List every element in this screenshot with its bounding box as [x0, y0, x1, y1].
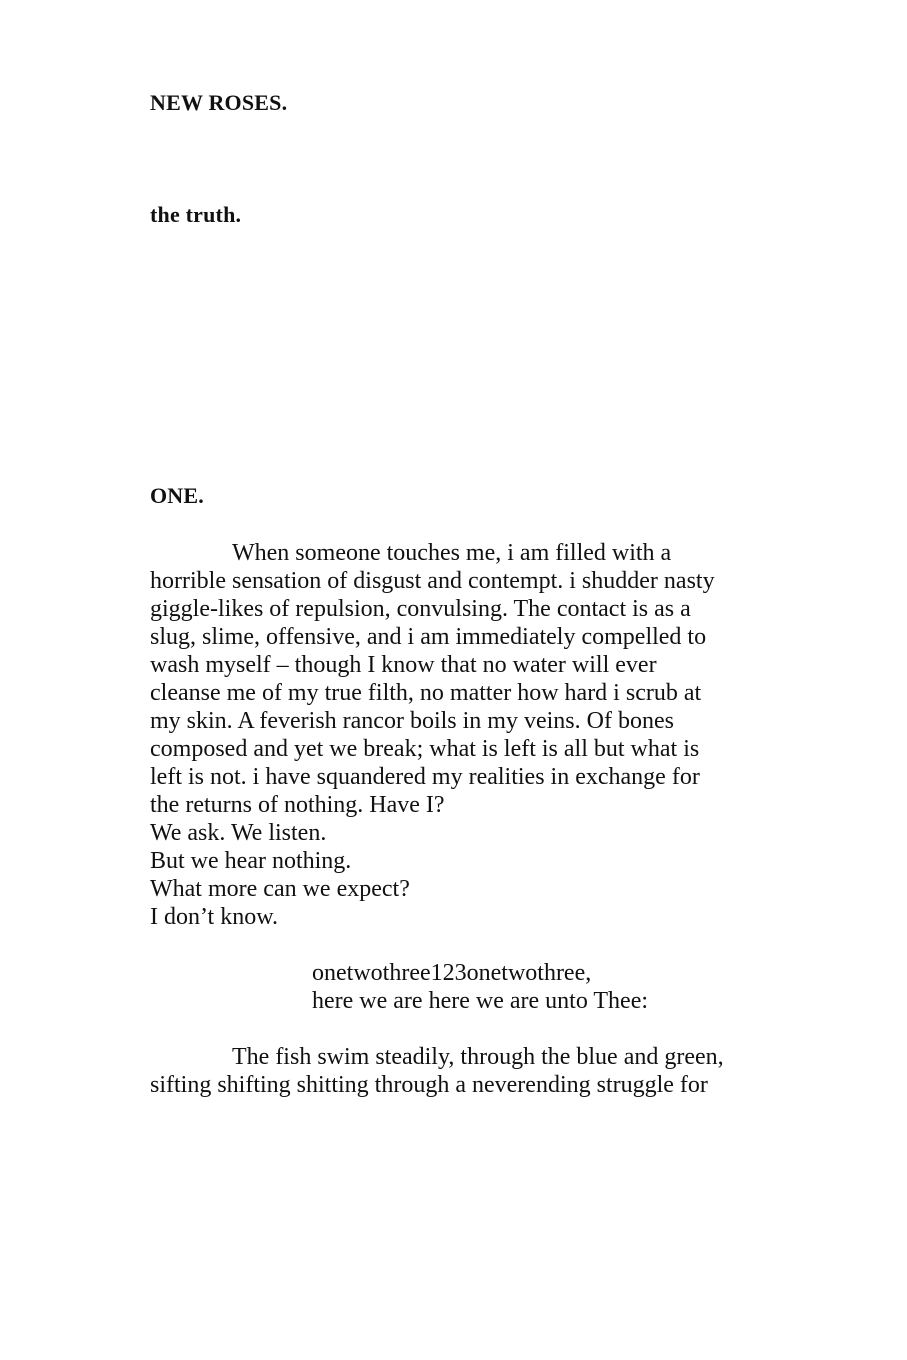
paragraph-line: When someone touches me, i am filled with a: [232, 540, 672, 566]
paragraph-line: cleanse me of my true filth, no matter how hard i scrub at: [150, 680, 702, 706]
paragraph-line: The fish swim steadily, through the blue and green,: [232, 1044, 724, 1070]
chapter-heading: ONE.: [150, 483, 204, 508]
short-line: What more can we expect?: [150, 876, 410, 902]
verse-line: onetwothree123onetwothree,: [312, 960, 592, 986]
paragraph-line: wash myself – though I know that no water will ever: [150, 652, 657, 678]
verse-line: here we are here we are unto Thee:: [312, 988, 649, 1014]
short-lines: [150, 819, 870, 931]
paragraph-line: horrible sensation of disgust and contempt. i shudder nasty: [150, 568, 715, 594]
paragraph-line: left is not. i have squandered my realities in exchange for: [150, 764, 700, 790]
paragraph-line: giggle-likes of repulsion, convulsing. The contact is as a: [150, 596, 691, 622]
paragraph-line: slug, slime, offensive, and i am immediately compelled to: [150, 624, 707, 650]
short-line: We ask. We listen.: [150, 820, 327, 846]
paragraph-one: [150, 539, 870, 819]
paragraph-line: composed and yet we break; what is left is all but what is: [150, 736, 700, 762]
paragraph-line: my skin. A feverish rancor boils in my veins. Of bones: [150, 708, 674, 734]
verse-block: [150, 959, 870, 1015]
short-line: But we hear nothing.: [150, 848, 352, 874]
short-line: I don’t know.: [150, 904, 278, 930]
paragraph-line: the returns of nothing. Have I?: [150, 792, 445, 818]
section-subtitle: the truth.: [150, 202, 242, 227]
paragraph-line: sifting shifting shitting through a neverending struggle for: [150, 1072, 708, 1098]
book-title: NEW ROSES.: [150, 90, 288, 115]
paragraph-two: [150, 1043, 870, 1099]
